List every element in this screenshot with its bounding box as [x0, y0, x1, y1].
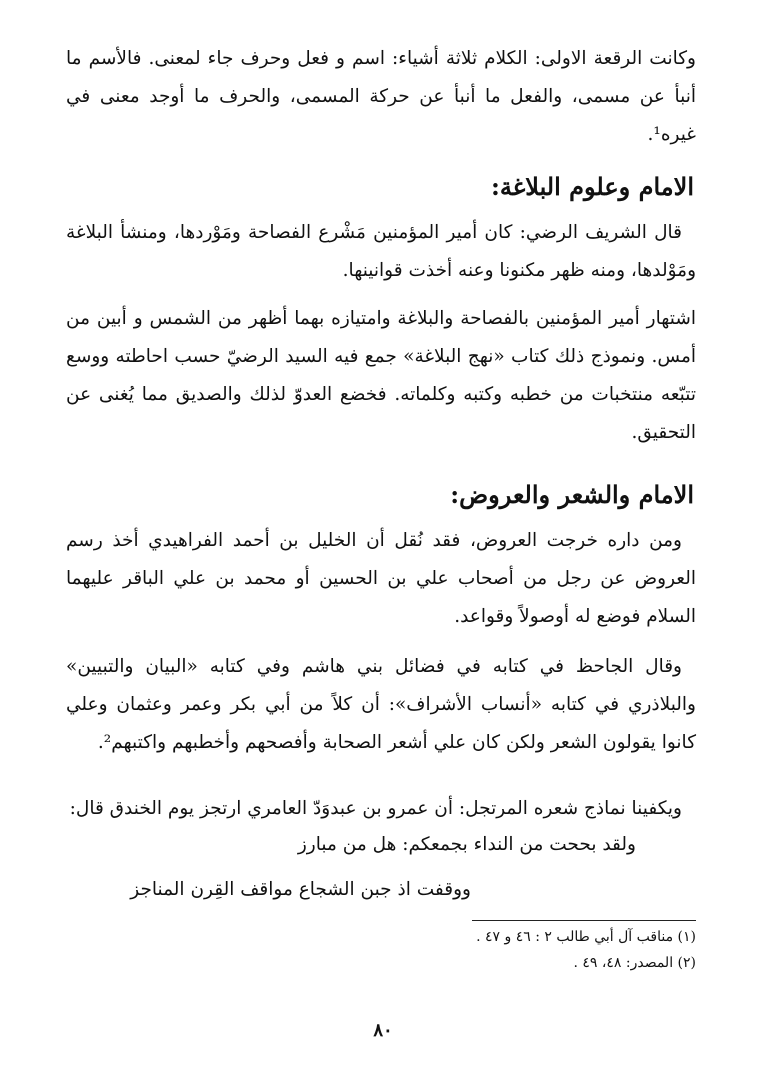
footnote-separator: [472, 920, 696, 921]
footnote-2: (٢) المصدر: ٤٨، ٤٩ .: [573, 955, 696, 971]
verse-line-1: ولقد بححت من النداء بجمعكم: هل من مبارز: [297, 834, 636, 855]
page-number: ٨٠: [373, 1020, 393, 1041]
paragraph-arud: ومن داره خرجت العروض، فقد نُقل أن الخليل بن أحمد الفراهيدي أخذ رسم العروض عن رجل من أصحاب علي بن الحسين أو محمد بن علي الباقر عليهما السلام فوضع له أوصولاً وقواعد.: [66, 530, 696, 627]
verse-line-2: ووقفت اذ جبن الشجاع مواقف القِرن المناجز: [130, 879, 471, 900]
paragraph-khandaq: ويكفينا نماذج شعره المرتجل: أن عمرو بن عبدوَدّ العامري ارتجز يوم الخندق قال:: [69, 798, 682, 819]
paragraph-sharif-radi: قال الشريف الرضي: كان أمير المؤمنين مَشْرع الفصاحة ومَوْردها، ومنشأ البلاغة ومَوْلدها، ومنه ظهر مكنونا وعنه أخذت قوانينها.: [66, 222, 696, 281]
paragraph-jahiz: وقال الجاحظ في كتابه في فضائل بني هاشم وفي كتابه «البيان والتبيين» والبلاذري في كتابه «أنساب الأشراف»: أن كلاً من أبي بكر وعمر وعثمان وعلي كانوا يقولون الشعر ولكن كان علي أشعر الصحابة وأفصحهم وأخطبهم واكتبهم².: [66, 656, 696, 753]
footnote-1: (١) مناقب آل أبي طالب ٢ : ٤٦ و ٤٧ .: [476, 929, 696, 945]
section-heading-rhetoric: الامام وعلوم البلاغة:: [490, 172, 694, 201]
paragraph-nahj-balagha: اشتهار أمير المؤمنين بالفصاحة والبلاغة وامتيازه بهما أظهر من الشمس و أبين من أمس. ونموذج ذلك كتاب «نهج البلاغة» جمع فيه السيد الرضيّ حسب احاطته ووسع تتبّعه منتخبات من خطبه وكتبه وكلماته. فخضع العدوّ لذلك والصديق مما يُغنى عن التحقيق.: [66, 308, 696, 443]
intro-paragraph: وكانت الرقعة الاولى: الكلام ثلاثة أشياء: اسم و فعل وحرف جاء لمعنى. فالأسم ما أنبأ عن مسمى، والفعل ما أنبأ عن حركة المسمى، والحرف ما أوجد معنى في غيره¹.: [66, 48, 696, 145]
section-heading-poetry: الامام والشعر والعروض:: [450, 480, 694, 509]
